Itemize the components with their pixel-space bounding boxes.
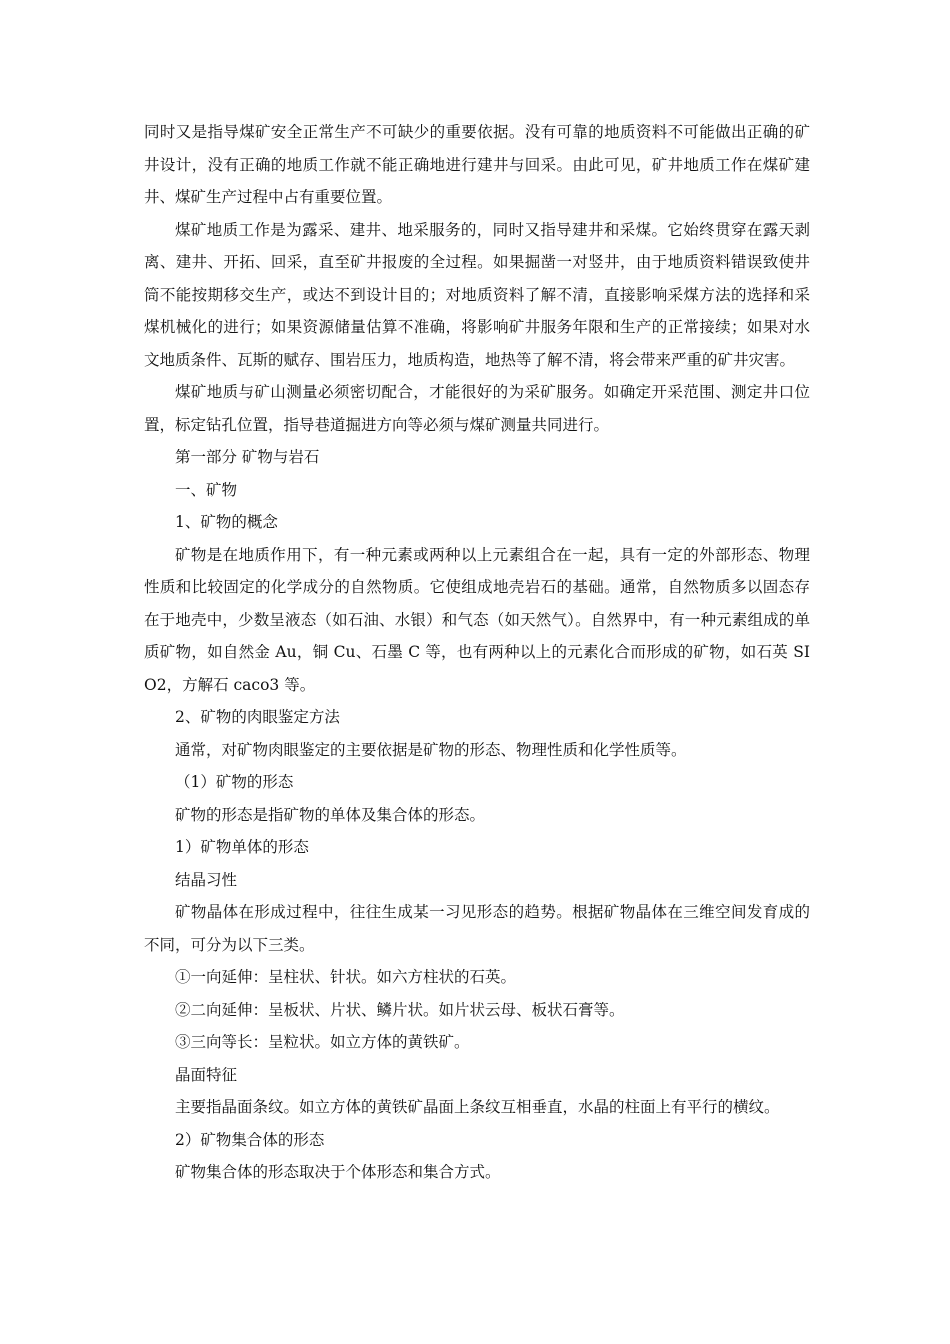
subsection-heading-concept: 1、矿物的概念 — [175, 513, 278, 531]
subsection-heading-identification: 2、矿物的肉眼鉴定方法 — [175, 708, 340, 726]
paragraph-crystal-face: 主要指晶面条纹。如立方体的黄铁矿晶面上条纹互相垂直，水晶的柱面上有平行的横纹。 — [175, 1098, 780, 1116]
paragraph-survey-cooperation: 煤矿地质与矿山测量必须密切配合，才能很好的为采矿服务。如确定开采范围、测定井口位置，标定钻孔位置，指导巷道掘进方向等必须与煤矿测量共同进行。 — [144, 383, 810, 434]
heading-single-crystal-form: 1）矿物单体的形态 — [175, 838, 309, 856]
part-heading: 第一部分 矿物与岩石 — [175, 448, 320, 466]
paragraph-crystal-habit: 矿物晶体在形成过程中，往往生成某一习见形态的趋势。根据矿物晶体在三维空间发育成的不同，可分为以下三类。 — [144, 903, 810, 954]
heading-aggregate-form: 2）矿物集合体的形态 — [175, 1130, 325, 1149]
section-heading-minerals: 一、矿物 — [175, 480, 238, 499]
paragraph-mineral-concept: 矿物是在地质作用下，有一种元素或两种以上元素组合在一起，具有一定的外部形态、物理性质和比较固定的化学成分的自然物质。它使组成地壳岩石的基础。通常，自然物质多以固态存在于地壳中，少数呈液态（如石油、水银）和气态（如天然气）。自然界中，有一种元素组成的单质矿物，如自然金 Au，铜 Cu、石墨 C 等，也有两种以上的元素化合而形成的矿物，如石英 SIO2，方解石 caco3 等。 — [144, 545, 810, 694]
paragraph-intro-continued: 同时又是指导煤矿安全正常生产不可缺少的重要依据。没有可靠的地质资料不可能做出正确的矿井设计，没有正确的地质工作就不能正确地进行建井与回采。由此可见，矿井地质工作在煤矿建井、煤矿生产过程中占有重要位置。 — [144, 123, 810, 206]
paragraph-aggregate-form: 矿物集合体的形态取决于个体形态和集合方式。 — [175, 1163, 501, 1181]
paragraph-mineral-form: 矿物的形态是指矿物的单体及集合体的形态。 — [175, 805, 486, 824]
list-item-three-direction: ③三向等长：呈粒状。如立方体的黄铁矿。 — [175, 1033, 470, 1051]
heading-crystal-face: 晶面特征 — [175, 1065, 238, 1084]
paragraph-geology-work: 煤矿地质工作是为露采、建井、地采服务的，同时又指导建井和采煤。它始终贯穿在露天剥离、建井、开拓、回采，直至矿井报废的全过程。如果掘凿一对竖井，由于地质资料错误致使井筒不能按期移交生产，或达不到设计目的；对地质资料了解不清，直接影响采煤方法的选择和采煤机械化的进行；如果资源储量估算不准确，将影响矿井服务年限和生产的正常接续；如果对水文地质条件、瓦斯的赋存、围岩压力，地质构造，地热等了解不清，将会带来严重的矿井灾害。 — [144, 220, 810, 369]
heading-crystal-habit: 结晶习性 — [175, 870, 238, 889]
list-item-one-direction: ①一向延伸：呈柱状、针状。如六方柱状的石英。 — [175, 968, 517, 986]
document-page — [144, 116, 810, 1189]
heading-mineral-form: （1）矿物的形态 — [175, 773, 294, 791]
list-item-two-direction: ②二向延伸：呈板状、片状、鳞片状。如片状云母、板状石膏等。 — [175, 1000, 625, 1019]
paragraph-identification-basis: 通常，对矿物肉眼鉴定的主要依据是矿物的形态、物理性质和化学性质等。 — [175, 740, 687, 759]
